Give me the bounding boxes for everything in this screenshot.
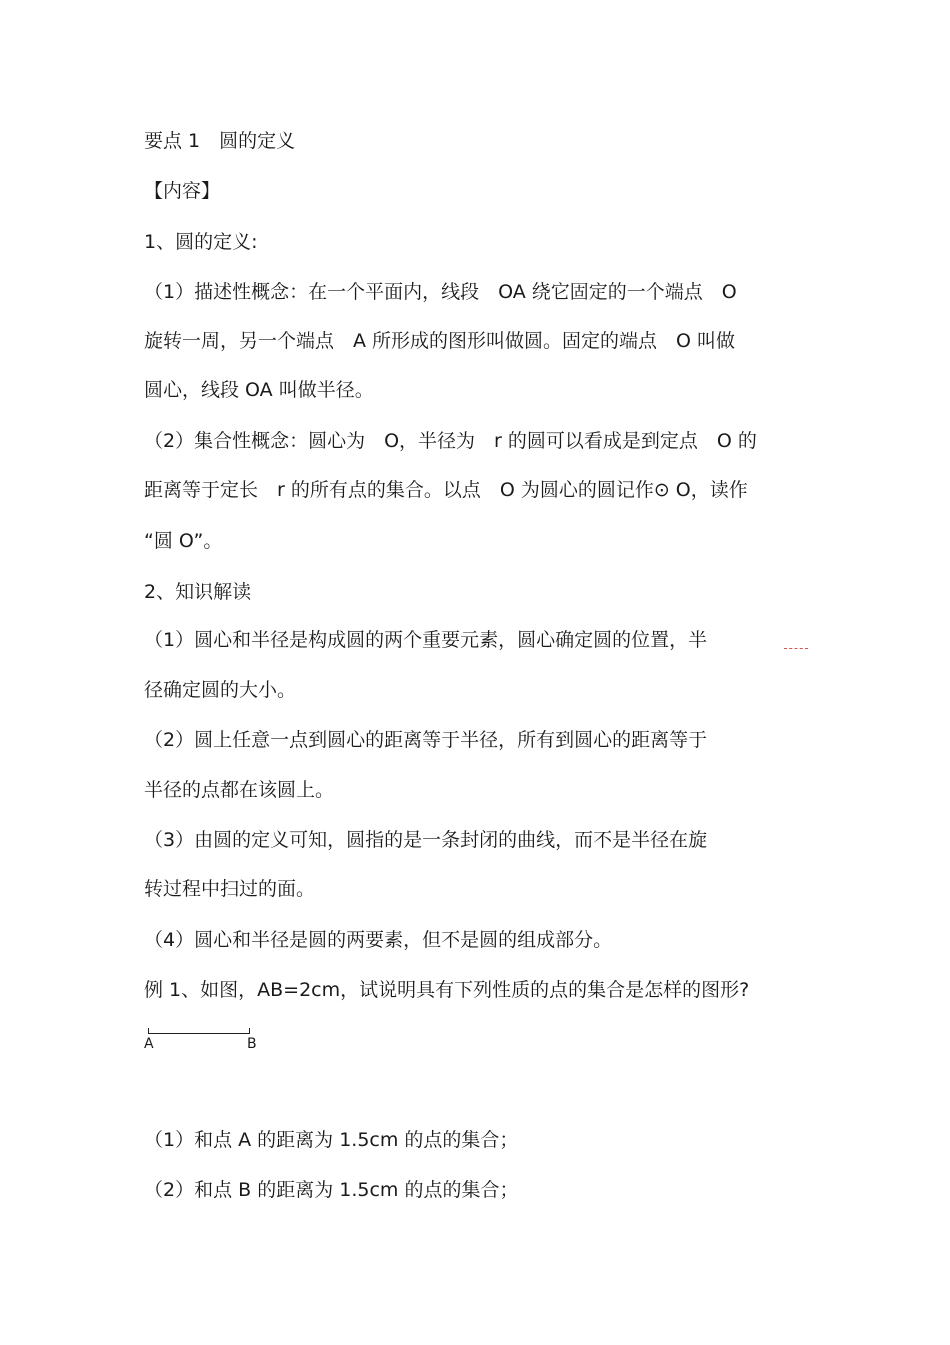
definition-2-line-2: 距离等于定长 r 的所有点的集合。以点 O 为圆心的圆记作⊙ O，读作 [144,479,748,501]
definition-1-line-2: 旋转一周，另一个端点 A 所形成的图形叫做圆。固定的端点 O 叫做 [144,330,736,352]
knowledge-4-line-1: （4）圆心和半径是圆的两要素，但不是圆的组成部分。 [144,929,613,951]
knowledge-1-line-2: 径确定圆的大小。 [144,679,297,701]
knowledge-1-line-1: （1）圆心和半径是构成圆的两个重要元素，圆心确定圆的位置，半 [144,629,708,651]
content-tag: 【内容】 [144,180,221,202]
definition-2-line-3: “圆 O”。 [144,530,223,552]
definition-1-line-1: （1）描述性概念：在一个平面内，线段 OA 绕它固定的一个端点 O [144,281,737,303]
section-1-title: 1、圆的定义: [144,231,258,253]
knowledge-3-line-1: （3）由圆的定义可知，圆指的是一条封闭的曲线，而不是半径在旋 [144,829,708,851]
definition-1-line-3: 圆心，线段 OA 叫做半径。 [144,379,374,401]
spellcheck-mark [784,648,808,649]
segment-ab [148,1028,250,1034]
question-2: （2）和点 B 的距离为 1.5cm 的点的集合； [144,1179,519,1201]
section-2-title: 2、知识解读 [144,581,252,603]
point-a-label: A [144,1036,154,1052]
knowledge-3-line-2: 转过程中扫过的面。 [144,878,316,900]
section-title: 要点 1 圆的定义 [144,130,296,152]
definition-2-line-1: （2）集合性概念：圆心为 O，半径为 r 的圆可以看成是到定点 O 的 [144,430,757,452]
knowledge-2-line-1: （2）圆上任意一点到圆心的距离等于半径，所有到圆心的距离等于 [144,729,708,751]
knowledge-2-line-2: 半径的点都在该圆上。 [144,779,335,801]
example-title: 例 1、如图，AB=2cm，试说明具有下列性质的点的集合是怎样的图形? [144,979,750,1001]
question-1: （1）和点 A 的距离为 1.5cm 的点的集合； [144,1129,519,1151]
point-b-label: B [247,1036,257,1052]
